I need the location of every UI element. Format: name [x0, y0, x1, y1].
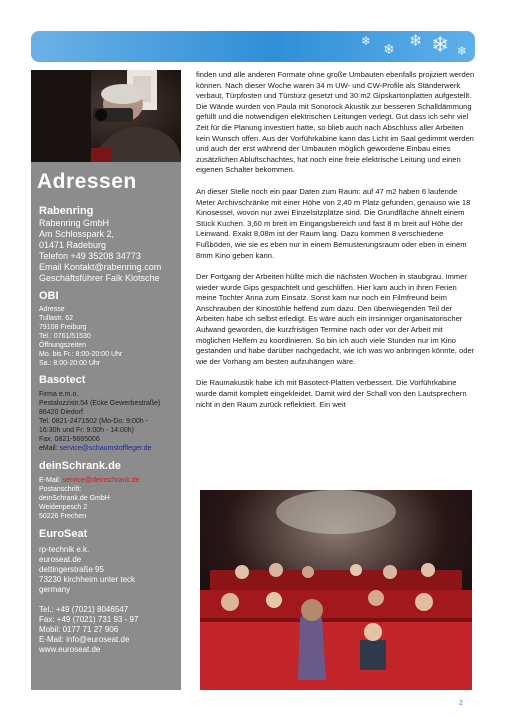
mobile-line: Mobil: 0177 71 27 906	[39, 625, 119, 634]
opening-hours-label: Öffnungszeiten	[39, 342, 86, 349]
phone-hours: 16:30h und Fr: 9:00h - 14:00h)	[39, 427, 134, 434]
address-line: Firma e.m.o.	[39, 391, 79, 398]
address-obi	[31, 289, 181, 368]
fax-line: Fax: +49 (7021) 731 93 - 97	[39, 615, 139, 624]
address-line: 86420 Diedorf	[39, 409, 83, 416]
header-banner	[31, 31, 475, 62]
address-rabenring	[31, 204, 181, 284]
photo-projectionist	[31, 70, 181, 162]
section-heading: Rabenring	[39, 205, 94, 217]
address-line: 01471 Radeburg	[39, 240, 107, 250]
article-text	[196, 70, 478, 421]
snowflake-icon: ❄	[431, 33, 450, 58]
section-heading: Basotect	[39, 374, 86, 386]
opening-hours: Mo. bis Fr.: 8:00-20:00 Uhr	[39, 351, 123, 358]
snowflake-icon: ❄	[409, 31, 423, 50]
paragraph: An dieser Stelle noch ein paar Daten zum Raum: auf 47 m2 haben 6 laufende Meter Archivschränke mit einer Höhe von 2,40 m Platz gefunden, genauso wie 18 Kinosessel, wovon nur zwei Einzelsitzplätze sind. Die Grundfläche ähnelt einem Stück Kuchen. 3,60 m breit im Eingangsbereich und fast 8 m breit auf Höhe der Leinwand. Exakt 8,08m ist der Raum lang. Dazu kommen 8 verschiedene Fußböden, wie sie es eben nur in einem Bemusterungsraum oder eben in einem 8mm Kino geben kann.	[196, 186, 471, 260]
address-line: Am Schlosspark 2,	[39, 229, 115, 239]
address-line: rp-technik e.k.	[39, 545, 90, 554]
photo-projectionist-image	[31, 70, 181, 162]
sidebar-title: Adressen	[37, 170, 137, 193]
address-line: Rabenring GmbH	[39, 218, 110, 228]
fax-line: Fax. 0821-5665006	[39, 436, 100, 443]
address-line: germany	[39, 585, 71, 594]
website-link[interactable]: www.euroseat.de	[39, 645, 101, 654]
address-list	[31, 170, 181, 655]
email-link[interactable]: service@deinschrank.de	[62, 477, 140, 484]
snowflake-icon: ❄	[383, 42, 395, 58]
address-line: deinSchrank.de GmbH	[39, 495, 110, 502]
address-line: dettingerstraße 95	[39, 565, 104, 574]
address-deinschrank	[31, 459, 181, 521]
address-basotect	[31, 373, 181, 453]
address-line: Postanschrift:	[39, 486, 82, 493]
address-line: Weidenpesch 2	[39, 504, 88, 511]
address-line: 73230 kirchheim unter teck	[39, 575, 136, 584]
email-link[interactable]: service@schaumstoffleger.de	[59, 445, 152, 452]
email-line	[39, 444, 181, 453]
email-line	[39, 476, 181, 485]
section-heading: EuroSeat	[39, 528, 88, 540]
email-label: eMail:	[39, 445, 60, 452]
phone-line: Telefon +49 35208 34773	[39, 251, 141, 261]
email-label: E-Mail:	[39, 477, 63, 484]
paragraph: Die Raumakustik habe ich mit Basotect-Platten verbessert. Die Vorführkabine wurde damit komplett eingekleidet. Damit wird der Schall von den Lautsprechern nicht in den Raum zurück reflektiert. Ein weit	[196, 378, 467, 409]
address-euroseat	[31, 527, 181, 655]
paragraph: finden und alle anderen Formate ohne große Umbauten ebenfalls projiziert werden können. Nach dieser Woche waren 34 m UW- und CW-Profile als Ständerwerk verbaut, Türpfosten und Türsturz gesetzt und 30 m2 Gipskartonplatten aufgestellt. Die Wände wurden von Paula mit Sonorock Akustik zur besseren Schalldämmung gefüllt und die notwendigen elektrischen Leitungen verlegt. Gut dass ich sehr viel Zeit für die Planung investiert hatte, so blieb auch nach Abschluss aller Arbeiten kein Wunsch offen. Aus der Vorführkabine kann das Licht im Saal gedimmt werden und auch der erst während der Umbauten möglich gewordene Einbau eines zusätzlichen Abluftschachtes, hat noch eine freie elektrische Leitung und einen eigenen Schalter bekommen.	[196, 70, 475, 175]
phone-line: Tel.: 0761/51530	[39, 333, 91, 340]
page-number: 2	[459, 700, 463, 707]
spacer-line	[39, 595, 181, 605]
snowflake-icon: ❄	[361, 34, 372, 48]
phone-line: Tel. 0821-2471502 (Mo-Do: 9:00h -	[39, 418, 148, 425]
address-sidebar	[31, 70, 181, 690]
section-heading: OBI	[39, 290, 59, 302]
address-line: Adresse	[39, 306, 65, 313]
paragraph: Der Fortgang der Arbeiten hüllte mich die nächsten Wochen in staubgrau. Immer wieder wurde Gips gespachtelt und geschliffen. Hier kam auch in ihren Ferien meine Tochter Anna zum Einsatz. Sonst kam nur noch ein Filmfreund beim Anschrauben der Kinostühle helfend zum dazu. Den überwiegenden Teil der Arbeiten habe ich selbst erledigt. Es wäre auch ein irrsinniger organisatorischer Aufwand geworden, die kurzfristigen Termine nach oder vor der Arbeit mit möglichen Helfern zu koordinieren. So bin ich auch viele Stunden nur im Kino gestanden und habe darüber nachgedacht, wie ich was wo anbringen könnte, oder wie der Vorhang am besten aufzuhängen wäre.	[196, 272, 475, 366]
opening-hours: Sa.: 8:00-20:00 Uhr	[39, 360, 101, 367]
address-line: euroseat.de	[39, 555, 82, 564]
snowflake-icon: ❄	[457, 44, 468, 58]
photo-cinema-image	[200, 490, 472, 690]
contact-person: Geschäftsführer Falk Klotsche	[39, 273, 160, 283]
email-line[interactable]: E-Mail: info@euroseat.de	[39, 635, 130, 644]
address-line: Pestalozzistr.54 (Ecke Gewerbestraße)	[39, 400, 161, 407]
phone-line: Tel.: +49 (7021) 8046547	[39, 605, 129, 614]
address-line: 79108 Freiburg	[39, 324, 87, 331]
section-heading: deinSchrank.de	[39, 460, 121, 472]
email-line[interactable]: Email Kontakt@rabenring.com	[39, 262, 162, 272]
address-line: Tullastr. 62	[39, 315, 73, 322]
photo-cinema-audience	[200, 490, 472, 690]
address-line: 50226 Frechen	[39, 513, 87, 520]
